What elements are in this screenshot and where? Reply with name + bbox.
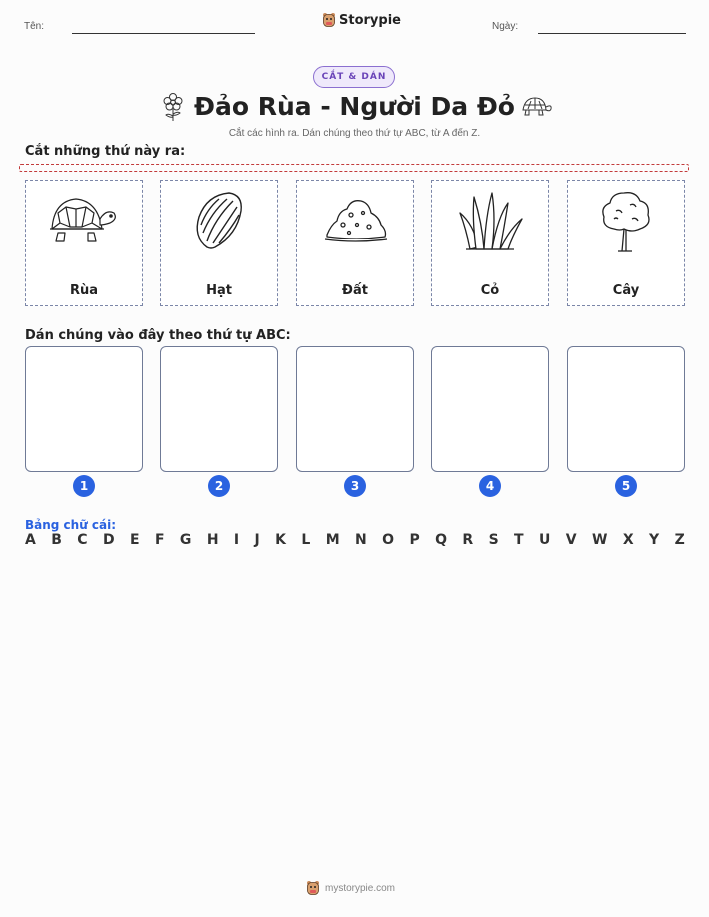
alphabet-letter: Q — [435, 532, 447, 548]
alphabet-letter: R — [462, 532, 474, 548]
alphabet-letter: C — [77, 532, 88, 548]
cut-card-3[interactable] — [296, 180, 414, 306]
brand-name: Storypie — [339, 12, 401, 28]
paste-box-4[interactable] — [431, 346, 549, 472]
alphabet-letter: Z — [674, 532, 685, 548]
alphabet-letter: Y — [649, 532, 660, 548]
name-label: Tên: — [24, 21, 45, 32]
alphabet-letter: N — [355, 532, 367, 548]
cut-item-name: Hạt — [206, 283, 232, 298]
alphabet-letter: I — [233, 532, 240, 548]
cut-section-label: Cắt những thứ này ra: — [25, 144, 186, 159]
paste-box-1[interactable] — [25, 346, 143, 472]
alphabet-letter: X — [622, 532, 634, 548]
paste-number: 2 — [208, 475, 230, 497]
alphabet-label: Bảng chữ cái: — [25, 518, 117, 532]
alphabet-letter: D — [102, 532, 115, 548]
alphabet-letter: G — [179, 532, 192, 548]
soil-icon — [321, 189, 391, 245]
page-title: Đảo Rùa - Người Da Đỏ — [194, 92, 515, 121]
small-turtle-icon — [519, 95, 553, 117]
activity-badge: CẮT & DÁN — [313, 66, 395, 88]
instructions: Cắt các hình ra. Dán chúng theo thứ tự ABC, từ A đến Z. — [228, 128, 481, 139]
alphabet-letter: V — [565, 532, 577, 548]
paste-number: 4 — [479, 475, 501, 497]
paste-box-2[interactable] — [160, 346, 278, 472]
alphabet-letter: O — [382, 532, 395, 548]
paste-box-5[interactable] — [567, 346, 685, 472]
alphabet-letter: E — [129, 532, 140, 548]
alphabet-letter: U — [539, 532, 551, 548]
cut-item-name: Cây — [612, 283, 640, 298]
paste-box-3[interactable] — [296, 346, 414, 472]
footer-url[interactable]: mystorypie.com — [325, 882, 396, 894]
cut-card-2[interactable] — [160, 180, 278, 306]
alphabet-letter: P — [409, 532, 420, 548]
alphabet-letter: T — [514, 532, 524, 548]
tree-icon — [592, 189, 662, 255]
cut-item-name: Đất — [342, 283, 368, 298]
brand-logo — [322, 12, 401, 28]
alphabet-letter: K — [275, 532, 286, 548]
cut-item-name: Cỏ — [480, 283, 500, 298]
alphabet-letter: A — [25, 532, 36, 548]
alphabet-letter: F — [154, 532, 165, 548]
cut-card-5[interactable] — [567, 180, 685, 306]
paste-number: 3 — [344, 475, 366, 497]
footer — [306, 880, 395, 896]
storypie-mascot-icon — [322, 12, 336, 28]
date-label: Ngày: — [492, 21, 519, 32]
alphabet-row — [25, 532, 685, 548]
name-line — [72, 33, 255, 34]
alphabet-letter: W — [592, 532, 608, 548]
alphabet-letter: H — [206, 532, 219, 548]
alphabet-letter: B — [51, 532, 62, 548]
date-line — [538, 33, 686, 34]
cut-card-1[interactable] — [25, 180, 143, 306]
alphabet-letter: M — [325, 532, 340, 548]
cut-line-strip — [19, 164, 689, 172]
grass-icon — [456, 189, 526, 255]
alphabet-letter: L — [301, 532, 311, 548]
paste-number: 1 — [73, 475, 95, 497]
seed-icon — [185, 189, 255, 253]
cut-item-name: Rùa — [69, 283, 99, 298]
paste-section-label: Dán chúng vào đây theo thứ tự ABC: — [25, 328, 291, 343]
paste-number: 5 — [615, 475, 637, 497]
cut-card-4[interactable] — [431, 180, 549, 306]
alphabet-letter: J — [254, 532, 260, 548]
alphabet-letter: S — [488, 532, 499, 548]
storypie-mascot-icon — [306, 880, 320, 896]
turtle-icon — [48, 189, 118, 245]
